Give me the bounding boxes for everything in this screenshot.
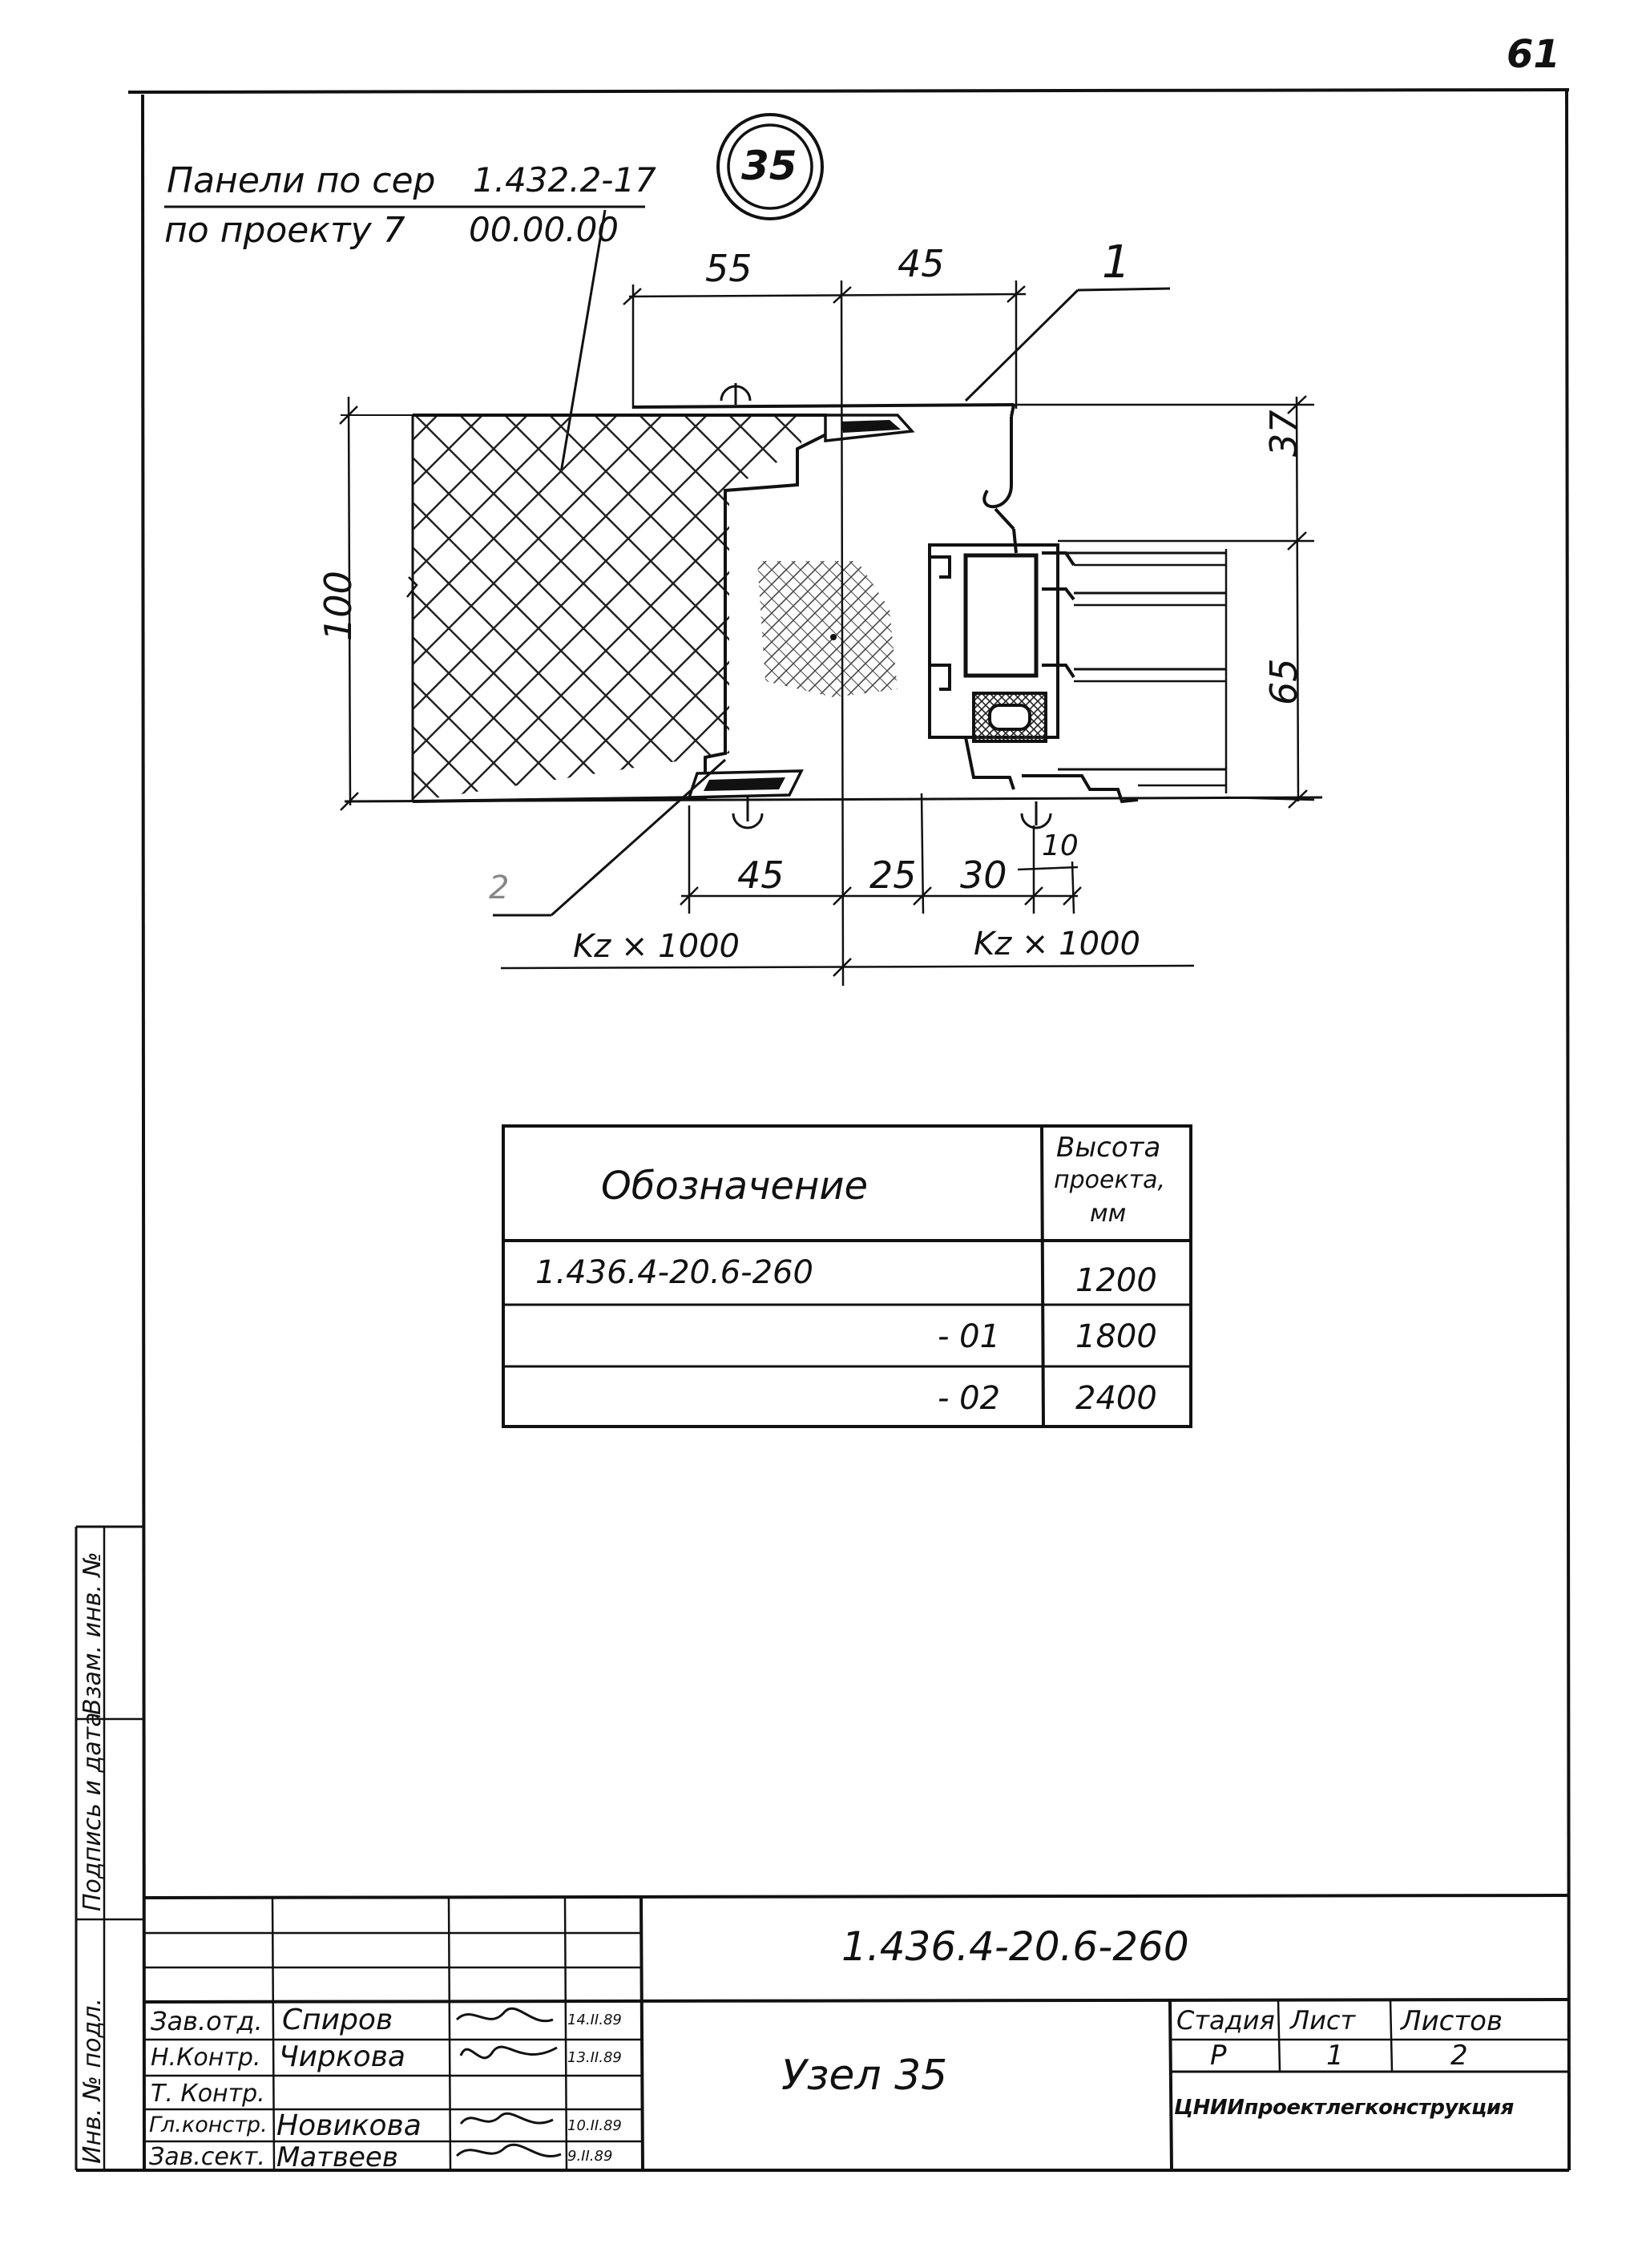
- doc-code: 1.436.4-20.6-260: [841, 1923, 1189, 1970]
- role-3: Т. Контр.: [151, 2080, 265, 2108]
- dim-left-100: 100: [317, 571, 360, 641]
- drawing-title: Узел 35: [781, 2052, 948, 2100]
- table-row-3-designation: - 02: [938, 1380, 1001, 1417]
- table-header-height-l1: Высота: [1056, 1132, 1161, 1164]
- stage-label: Стадия: [1176, 2005, 1275, 2036]
- note-line2-right: 00.00.00: [469, 210, 619, 249]
- role-4: Гл.констр.: [149, 2113, 268, 2137]
- panel-section: [407, 415, 912, 801]
- table-row-1-designation: 1.436.4-20.6-260: [535, 1254, 813, 1291]
- window-profile: [930, 545, 1226, 801]
- sheet-label: Лист: [1290, 2005, 1356, 2036]
- dim-bottom-30: 30: [960, 854, 1007, 897]
- note-line1-left: Панели по сер: [167, 160, 436, 201]
- role-1-date: 14.II.89: [567, 2012, 622, 2028]
- table-row-1-height: 1200: [1075, 1262, 1157, 1299]
- role-4-name: Новикова: [276, 2109, 422, 2142]
- sheets-value: 2: [1450, 2040, 1468, 2072]
- role-5: Зав.сект.: [149, 2143, 265, 2171]
- dim-bottom-25: 25: [869, 854, 917, 897]
- dim-right-37: 37: [1262, 410, 1305, 457]
- dim-k-right: Kz × 1000: [974, 926, 1140, 962]
- role-5-name: Матвеев: [276, 2141, 398, 2173]
- dim-k-left: Kz × 1000: [573, 928, 740, 965]
- role-1-name: Спиров: [282, 2004, 393, 2036]
- dim-bottom-10: 10: [1042, 829, 1079, 862]
- callout-1: 1: [1102, 236, 1131, 289]
- stage-value: Р: [1210, 2040, 1227, 2072]
- side-stamp-inv-no: Инв. № подл.: [79, 1998, 107, 2164]
- role-5-date: 9.II.89: [567, 2148, 613, 2165]
- dim-top-55: 55: [705, 247, 752, 290]
- side-stamp-signature-date: Подпись и дата: [79, 1712, 107, 1911]
- signatures: [457, 2008, 561, 2156]
- table-row-2-designation: - 01: [938, 1318, 1001, 1355]
- role-2: Н.Контр.: [151, 2044, 261, 2072]
- table-header-height-l3: мм: [1090, 1200, 1127, 1228]
- side-stamp-replace-inv: Взам. инв. №: [79, 1552, 107, 1715]
- role-4-date: 10.II.89: [567, 2117, 622, 2134]
- dim-top-45: 45: [898, 242, 945, 285]
- sheet-value: 1: [1326, 2040, 1344, 2072]
- role-1: Зав.отд.: [151, 2006, 263, 2036]
- role-2-date: 13.II.89: [567, 2049, 622, 2066]
- node-marker-number: 35: [741, 143, 797, 189]
- role-2-name: Чиркова: [279, 2040, 405, 2073]
- table-header-designation: Обозначение: [601, 1164, 869, 1209]
- sheets-label: Листов: [1401, 2005, 1503, 2037]
- organization: ЦНИИпроектлегконструкция: [1174, 2096, 1514, 2120]
- dim-bottom-45: 45: [737, 854, 785, 897]
- table-row-2-height: 1800: [1075, 1318, 1157, 1355]
- page-number: 61: [1507, 32, 1560, 77]
- note-line1-right: 1.432.2-17: [473, 160, 656, 200]
- callout-2: 2: [489, 870, 510, 906]
- note-line2-left: по проекту 7: [164, 210, 405, 251]
- dim-right-65: 65: [1262, 658, 1305, 705]
- sheet-frame: [76, 90, 1569, 2170]
- table-row-3-height: 2400: [1075, 1380, 1157, 1417]
- table-header-height-l2: проекта,: [1054, 1166, 1165, 1194]
